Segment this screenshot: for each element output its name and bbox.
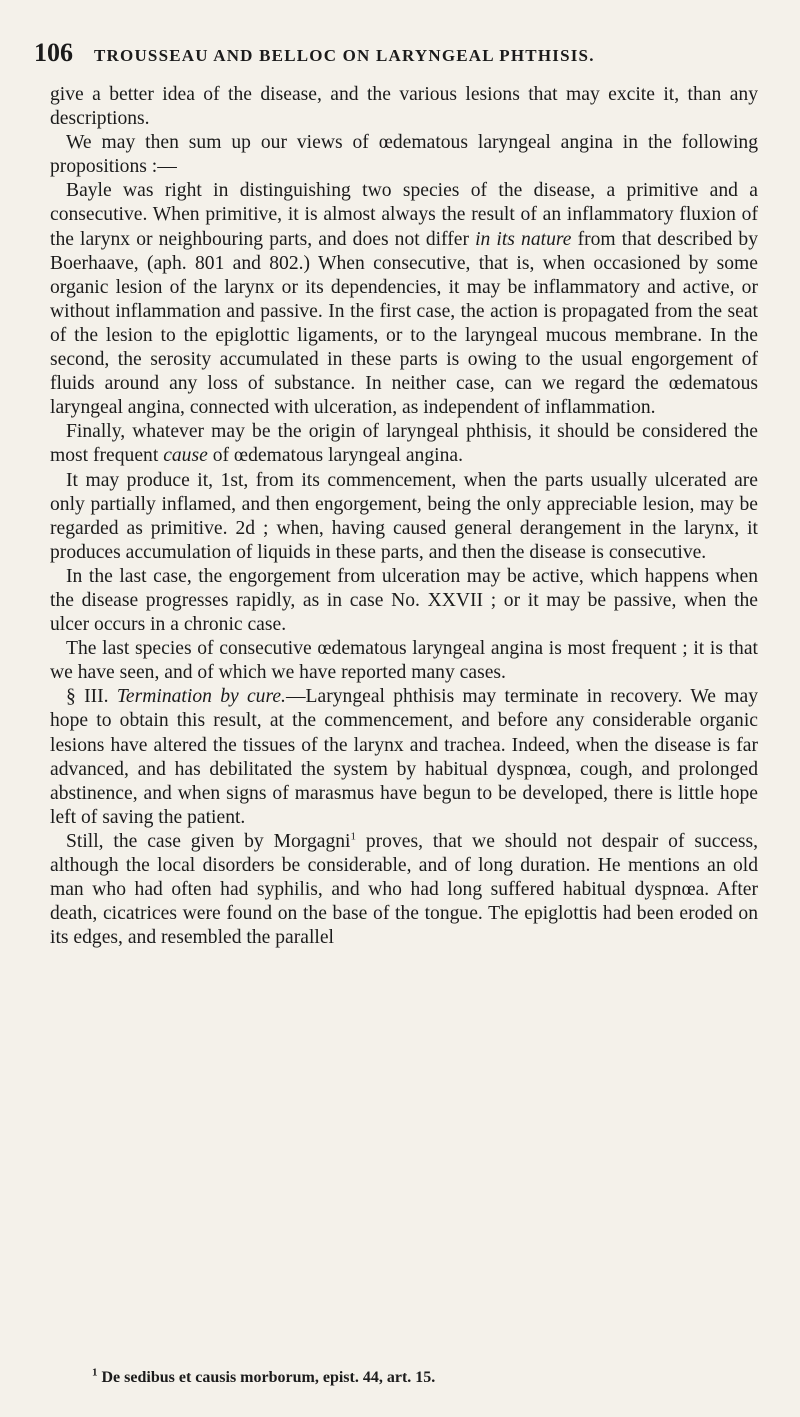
footnote-text: De sedibus et causis morborum, epist. 44, art. 15. xyxy=(97,1369,436,1386)
paragraph: We may then sum up our views of œdematous laryngeal angina in the following propositions :— xyxy=(50,132,758,178)
running-head: TROUSSEAU AND BELLOC ON LARYNGEAL PHTHISIS. xyxy=(94,46,595,65)
section-heading: Termination by cure. xyxy=(116,686,286,708)
body-text xyxy=(50,83,758,950)
paragraph: The last species of consecutive œdematous laryngeal angina is most frequent ; it is that we have seen, and of which we have reported many cases. xyxy=(50,638,758,684)
footnote-reference: 1 xyxy=(350,830,356,843)
paragraph: Finally, whatever may be the origin of laryngeal phthisis, it should be considered the most frequent cause of œdematous laryngeal angina. xyxy=(50,421,758,467)
emphasis: in its nature xyxy=(475,228,572,250)
emphasis: cause xyxy=(163,445,208,467)
book-page xyxy=(34,38,762,1386)
paragraph: § III. Termination by cure.—Laryngeal phthisis may terminate in recovery. We may hope to obtain this result, at the commencement, and before any considerable organic lesions have altered the tissues of the larynx and trachea. Indeed, when the disease is far advanced, and has debilitated the system by habitual dyspnœa, cough, and prolonged abstinence, and when signs of marasmus have begun to be developed, there is little hope left of saving the patient. xyxy=(50,686,758,828)
paragraph: It may produce it, 1st, from its commencement, when the parts usually ulcerated are only partially inflamed, and then engorgement, being the only appreciable lesion, may be regarded as primitive. 2d ; when, having caused general derangement in the larynx, it produces accumulation of liquids in these parts, and then the disease is consecutive. xyxy=(50,469,758,563)
paragraph: In the last case, the engorgement from ulceration may be active, which happens when the disease progresses rapidly, as in case No. XXVII ; or it may be passive, when the ulcer occurs in a chronic case. xyxy=(50,565,758,636)
paragraph: Still, the case given by Morgagni$^1$ proves, that we should not despair of success, although the local disorders be considerable, and of long duration. He mentions an old man who had often had syphilis, and who had long suffered habitual dyspnœa. After death, cicatrices were found on the base of the tongue. The epiglottis had been eroded on its edges, and resembled the parallel xyxy=(50,830,758,949)
footnote xyxy=(92,1368,772,1388)
footnote-marker: 1 xyxy=(92,1366,98,1379)
paragraph: Bayle was right in distinguishing two species of the disease, a primitive and a consecutive. When primitive, it is almost always the result of an inflammatory fluxion of the larynx or neighbouring parts, and does not differ in its nature from that described by Boerhaave, (aph. 801 and 802.) When consecutive, that is, when occasioned by some organic lesion of the larynx or its dependencies, it may be inflammatory and active, or without inflammation and passive. In the first case, the action is propagated from the seat of the lesion to the epiglottic ligaments, or to the laryngeal mucous membrane. In the second, the serosity accumulated in these parts is owing to the usual engorgement of fluids around any loss of substance. In neither case, can we regard the œdematous laryngeal angina, connected with ulceration, as independent of inflammation. xyxy=(50,180,758,419)
page-header xyxy=(34,38,762,80)
page-number: 106 xyxy=(34,38,73,67)
paragraph: give a better idea of the disease, and the various lesions that may excite it, than any descriptions. xyxy=(50,84,758,130)
